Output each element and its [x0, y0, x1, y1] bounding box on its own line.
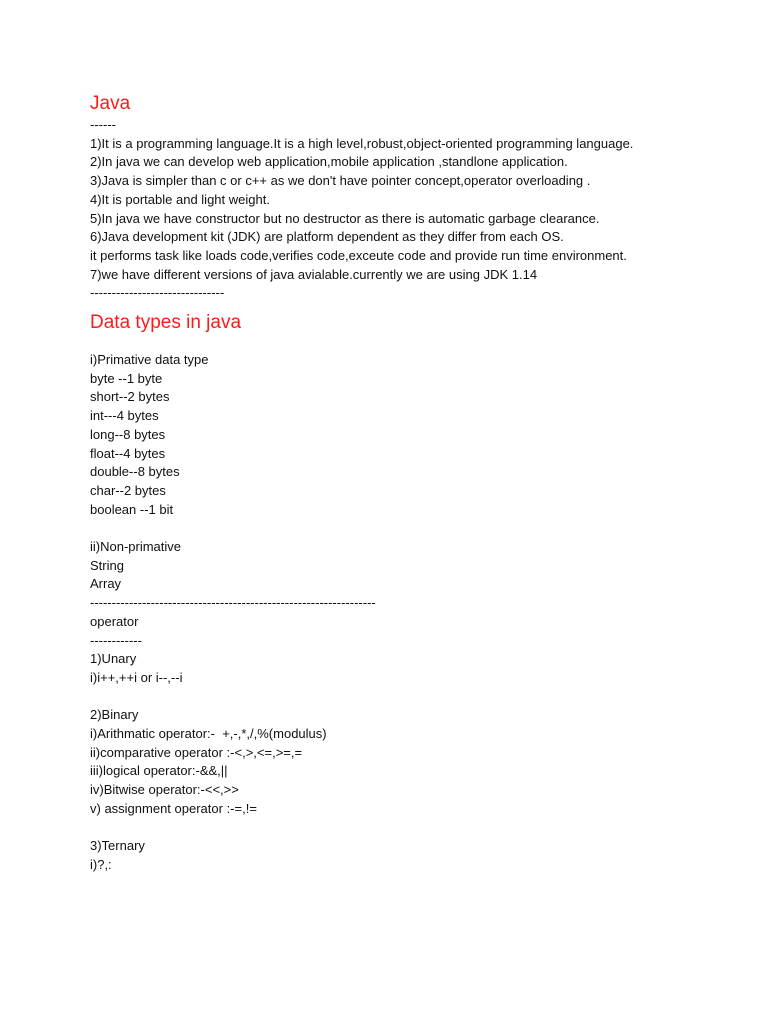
long-separator: ------------------------------------------------------------------: [90, 595, 376, 611]
blank-line: [90, 519, 730, 538]
java-point: 6)Java development kit (JDK) are platform dependent as they differ from each OS.: [90, 229, 564, 245]
java-point: 5)In java we have constructor but no destructor as there is automatic garbage clearance.: [90, 210, 600, 226]
java-underline: ------: [90, 117, 116, 132]
java-point: 1)It is a programming language.It is a high level,robust,object-oriented programming language.: [90, 135, 634, 151]
java-point: 4)It is portable and light weight.: [90, 191, 270, 207]
java-heading: Java: [90, 93, 131, 114]
blank-line: [90, 688, 730, 707]
operator-heading: operator: [90, 613, 139, 629]
primitive-item: float--4 bytes: [90, 445, 166, 461]
non-primitive-section: [90, 538, 730, 594]
binary-item: v) assignment operator :-=,!=: [90, 800, 257, 816]
java-separator: -------------------------------: [90, 285, 225, 301]
non-primitive-title: ii)Non-primative: [90, 539, 182, 555]
binary-title: 2)Binary: [90, 707, 139, 723]
primitive-title: i)Primative data type: [90, 352, 209, 368]
non-primitive-item: Array: [90, 576, 122, 592]
java-point: 2)In java we can develop web application,mobile application ,standlone application.: [90, 154, 568, 170]
ternary-title: 3)Ternary: [90, 838, 145, 854]
primitive-item: int---4 bytes: [90, 408, 159, 424]
primitive-item: short--2 bytes: [90, 389, 170, 405]
primitive-item: char--2 bytes: [90, 482, 166, 498]
binary-item: ii)comparative operator :-<,>,<=,>=,=: [90, 744, 303, 760]
primitive-item: boolean --1 bit: [90, 501, 174, 517]
unary-title: 1)Unary: [90, 651, 137, 667]
binary-section: [90, 706, 730, 818]
primitive-item: double--8 bytes: [90, 464, 180, 480]
operator-underline: ------------: [90, 632, 142, 648]
java-point: 7)we have different versions of java avialable.currently we are using JDK 1.14: [90, 266, 538, 282]
java-point: it performs task like loads code,verifies code,exceute code and provide run time environment.: [90, 247, 627, 263]
document-page: [90, 92, 730, 875]
binary-item: iv)Bitwise operator:-<<,>>: [90, 782, 239, 798]
non-primitive-item: String: [90, 557, 124, 573]
binary-item: iii)logical operator:-&&,||: [90, 763, 228, 779]
primitive-item: long--8 bytes: [90, 426, 166, 442]
java-point: 3)Java is simpler than c or c++ as we don't have pointer concept,operator overloading .: [90, 173, 591, 189]
unary-item: i)i++,++i or i--,--i: [90, 669, 183, 685]
datatypes-heading: Data types in java: [90, 312, 242, 334]
unary-section: [90, 650, 730, 687]
ternary-section: [90, 837, 730, 874]
primitive-section: [90, 351, 730, 519]
blank-line: [90, 819, 730, 838]
binary-item: i)Arithmatic operator:- +,-,*,/,%(modulus): [90, 726, 327, 742]
java-points-list: [90, 135, 730, 285]
primitive-item: byte --1 byte: [90, 370, 163, 386]
ternary-item: i)?,:: [90, 856, 112, 872]
